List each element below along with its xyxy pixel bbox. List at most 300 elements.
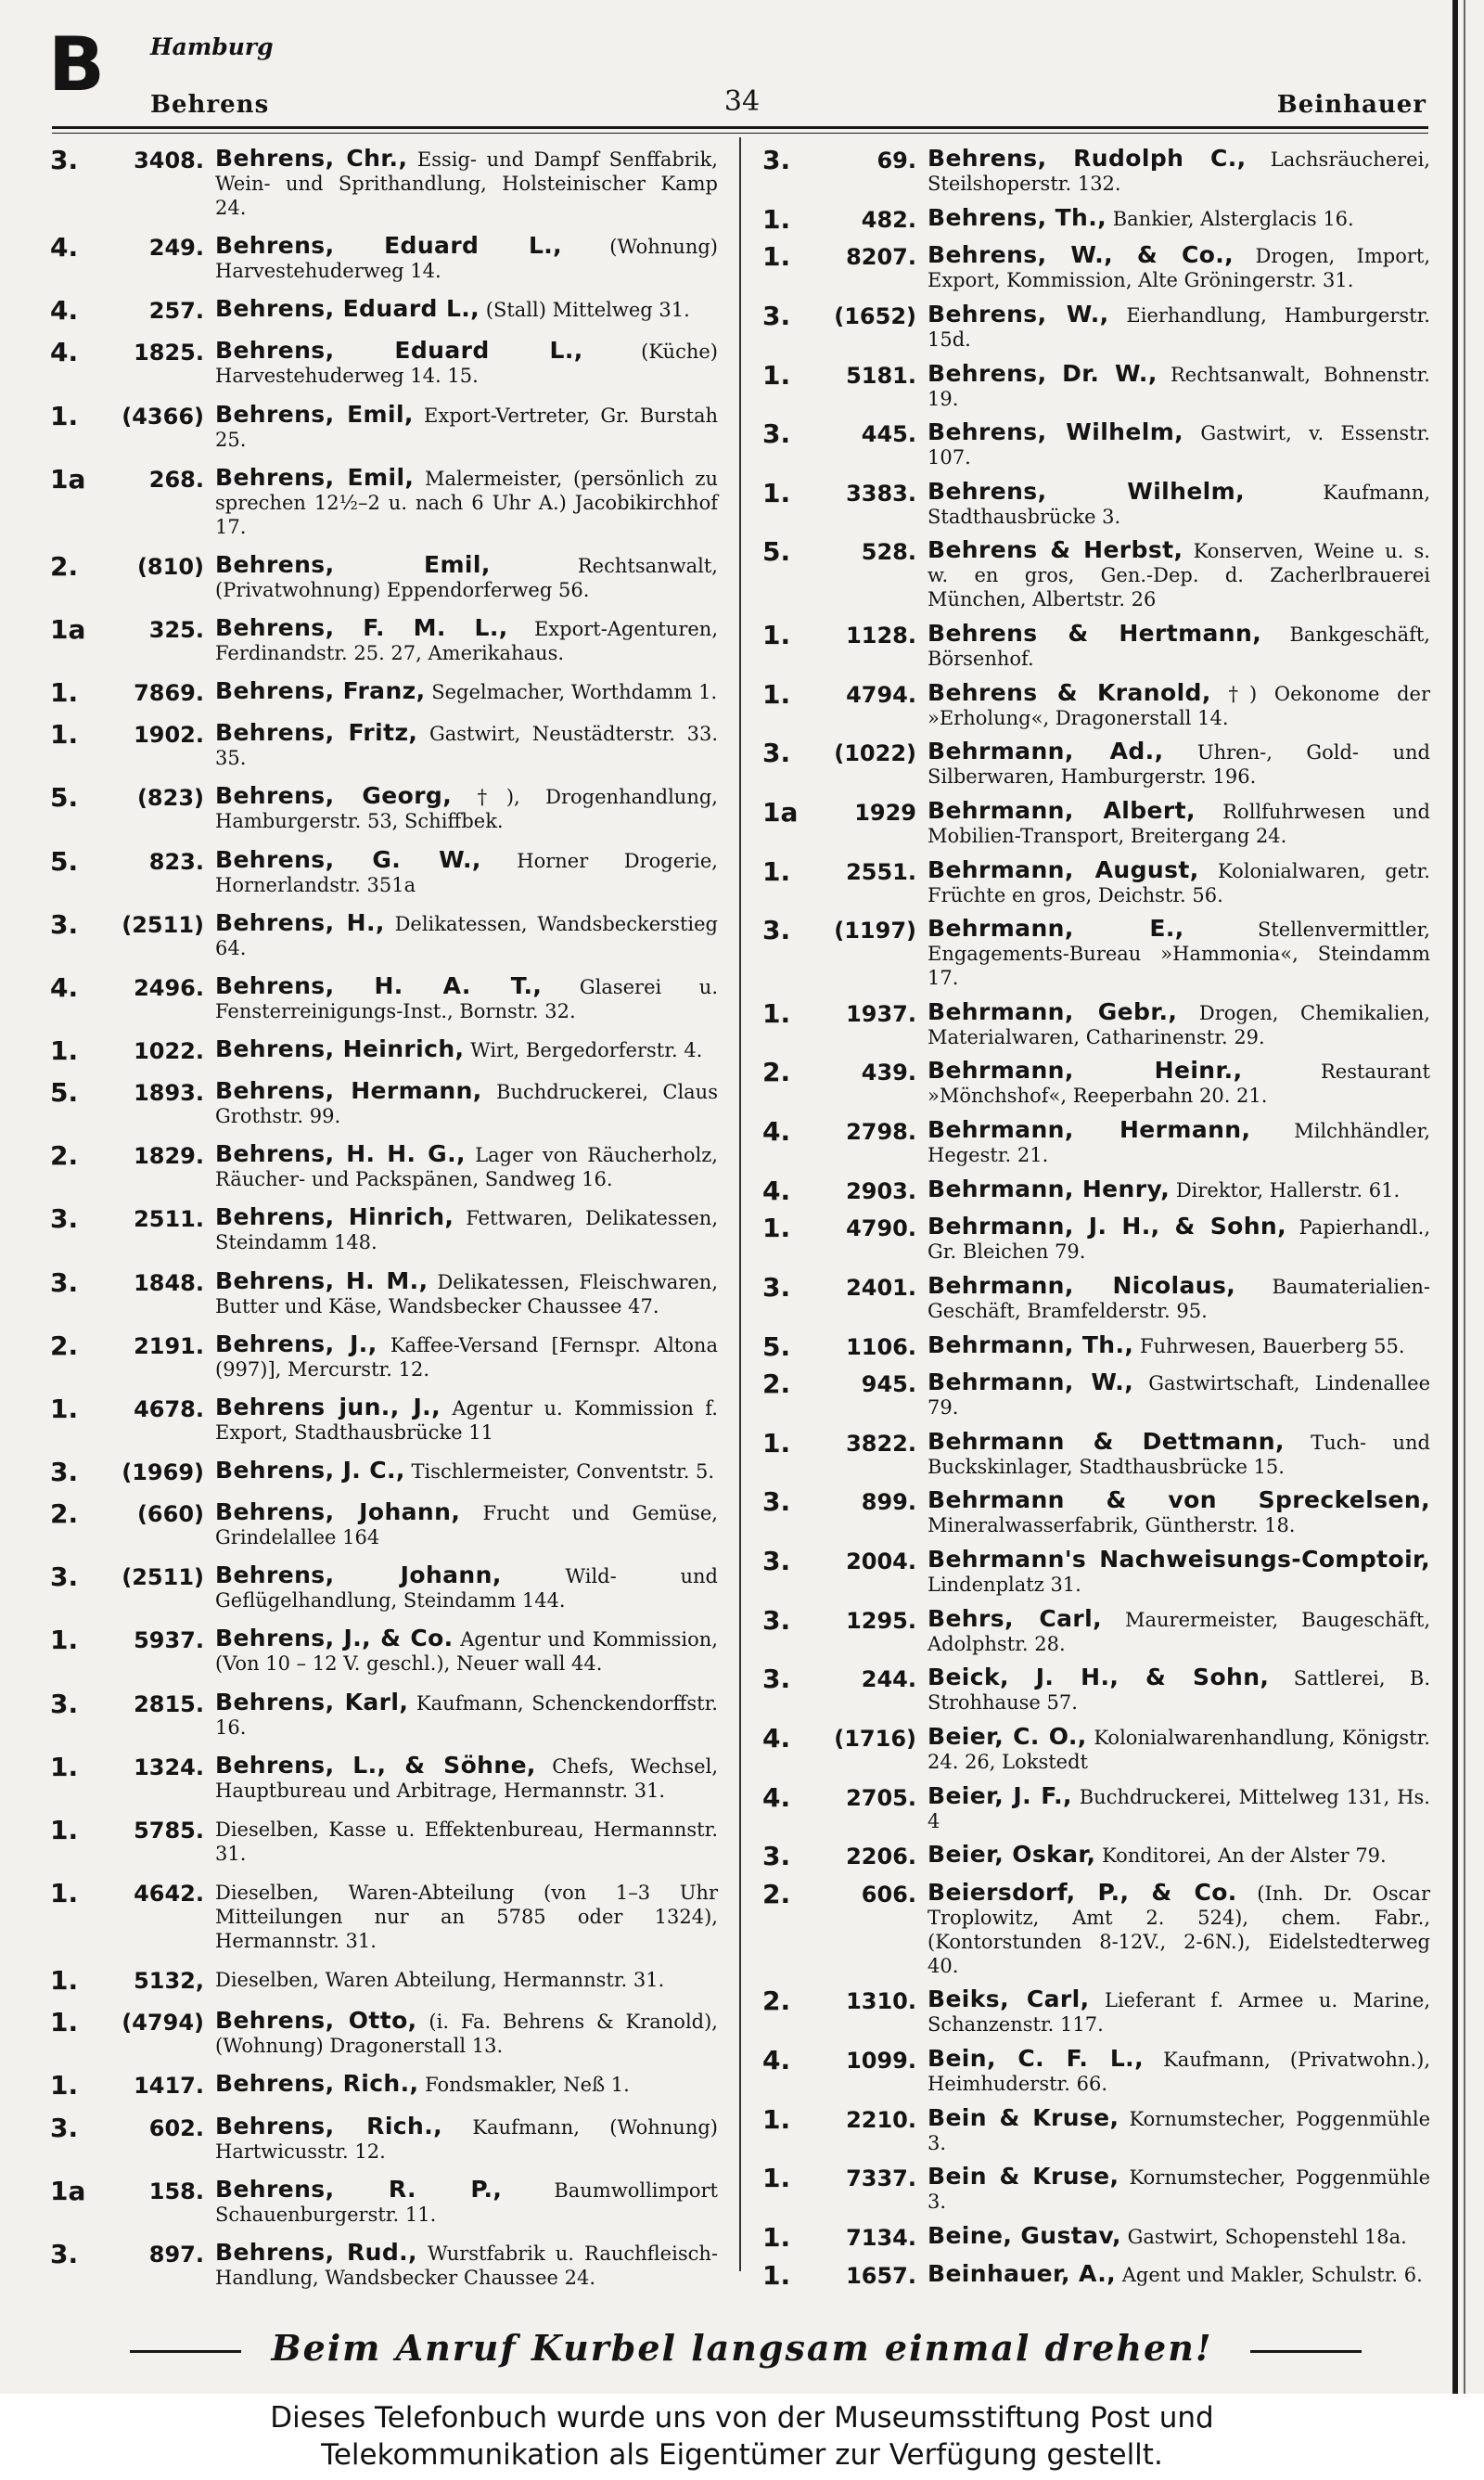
subscriber-name: Behrens, Eduard L., [215,295,480,323]
entry-details: Kornumstecher, Poggenmühle 3. [928,2166,1430,2214]
exchange-code: 1. [762,1213,791,1244]
exchange-code: 3. [762,1664,791,1695]
subscriber-name: Behrens, H. A. T., [215,971,543,999]
phone-number: 7869. [134,680,204,707]
exchange-code: 4. [762,1781,791,1813]
exchange-code: 3. [762,738,791,769]
entry-body [215,147,718,220]
exchange-code: 1. [762,2259,791,2291]
entry-details: Wirt, Bergedorferstr. 4. [470,1038,703,1061]
entry-body [928,1604,1430,1656]
subscriber-name: Behrens, Heinrich, [215,1034,465,1062]
entry-details: Milchhändler, Hegestr. 21. [928,1120,1430,1166]
exchange-code: 4. [762,1722,791,1754]
subscriber-name: Behrmann, Nicolaus, [928,1271,1236,1299]
entry-body [928,1330,1430,1358]
directory-entry [762,2165,1430,2214]
subscriber-name: Behrens, H. H. G., [215,1140,466,1168]
entry-body [928,1548,1430,1597]
phone-number: 1825. [134,340,204,366]
subscriber-name: Behrens, F. M. L., [215,613,508,641]
subscriber-name: Beier, J. F., [928,1781,1072,1809]
entry-body [215,1332,718,1381]
entry-body [215,1266,718,1318]
phone-number: 7134. [846,2224,916,2251]
entry-details: Sattlerei, B. Strohhause 57. [928,1667,1431,1715]
entry-body [215,234,718,283]
subscriber-name: Bein, C. F. L., [928,2045,1144,2072]
phone-number: 439. [861,1060,916,1086]
entry-body [215,2175,718,2227]
entry-details: Chefs, Wechsel, Hauptbureau und Arbitrage, Hermannstr. 31. [215,1754,718,1802]
entry-body [928,243,1430,292]
exchange-code: 3. [762,1271,791,1303]
exchange-code: 5. [50,845,79,877]
subscriber-name: Behrens, J. C., [215,1456,405,1484]
entry-body [215,297,718,322]
subscriber-name: Behrmann, Hermann, [928,1116,1251,1143]
directory-entry [762,1370,1430,1420]
exchange-code: 1. [762,359,791,391]
entry-details: Segelmacher, Worthdamm 1. [431,681,718,704]
directory-entry [762,1330,1430,1362]
entry-body [928,1118,1430,1167]
entry-body [928,1214,1430,1264]
entry-body [928,1427,1430,1479]
subscriber-name: Behrens, Fritz, [215,719,418,747]
phone-number: 1937. [846,1000,916,1027]
left-column [50,147,718,2290]
entry-body [215,613,718,665]
subscriber-name: Behrmann, E., [928,915,1184,943]
directory-entry [762,1488,1430,1537]
phone-number: 2496. [134,974,204,1001]
subscriber-name: Bein & Kruse, [928,2163,1119,2191]
entry-body [928,678,1430,730]
subscriber-name: Behrmann & Dettmann, [928,1427,1285,1455]
subscriber-name: Behrmann, Th., [928,1330,1134,1358]
exchange-code: 4. [50,295,79,327]
entry-details: Papierhandl., Gr. Bleichen 79. [928,1216,1430,1264]
exchange-code: 3. [50,145,79,175]
exchange-code: 1. [762,477,791,508]
entry-body [928,917,1430,990]
subscriber-name: Behrens, Emil, [215,400,414,428]
subscriber-name: Bein & Kruse, [928,2103,1119,2131]
entry-body [928,855,1430,907]
entry-details: Kaufmann, Schenckendorffstr. 16. [215,1691,718,1739]
phone-number: 2511. [134,1206,204,1233]
subscriber-name: Behrmann, Heinr., [928,1057,1243,1085]
subscriber-name: Behrens & Herbst, [928,536,1183,564]
entry-details: Drogen, Chemikalien, Materialwaren, Catharinenstr. 29. [928,1001,1430,1048]
directory-entry [50,400,718,452]
phone-number: 3822. [846,1430,916,1457]
directory-entry [50,339,718,388]
entry-details: Dieselben, Waren Abteilung, Hermannstr. 31. [215,1969,665,1992]
directory-entry [50,147,718,220]
subscriber-name: Behrens, Johann, [215,1498,461,1526]
entry-body [928,2221,1430,2249]
directory-entry [50,1034,718,1066]
entry-details: Kaufmann, Stadthausbrücke 3. [928,481,1430,528]
directory-entry [50,845,718,897]
entry-details: Eierhandlung, Hamburgerstr. 15d. [928,303,1430,351]
exchange-code: 1. [762,241,791,273]
phone-number: 1022. [134,1037,204,1064]
directory-entry [50,2238,718,2290]
entry-body [215,1751,718,1803]
subscriber-name: Beine, Gustav, [928,2221,1121,2249]
subscriber-name: Behrens, Eduard L., [215,337,583,365]
phone-number: (660) [136,1501,204,1528]
phone-number: 823. [148,848,204,875]
subscriber-name: Beinhauer, A., [928,2259,1117,2287]
phone-number: 1106. [846,1333,916,1360]
entry-details: Rollfuhrwesen und Mobilien-Transport, Breitergang 24. [928,800,1430,847]
directory-entry [762,1604,1430,1656]
phone-number: 606. [861,1881,916,1908]
directory-entry [762,1665,1430,1715]
phone-number: 1829. [134,1143,204,1170]
entry-body [928,1665,1430,1715]
subscriber-name: Behrs, Carl, [928,1604,1102,1632]
exchange-code: 1. [762,2103,791,2135]
entry-details: Agent und Makler, Schulstr. 6. [1121,2263,1423,2286]
entry-details: Lager von Räucherholz, Räucher- und Packspänen, Sandweg 16. [215,1144,718,1191]
directory-entry [50,2175,718,2227]
entry-details: Buchdruckerei, Claus Grothstr. 99. [215,1081,718,1128]
entry-details: Fuhrwesen, Bauerberg 55. [1140,1334,1405,1357]
exchange-code: 3. [50,1203,79,1235]
subscriber-name: Behrens, W., & Co., [928,241,1235,269]
directory-entry [50,550,718,602]
header-rule-thin [52,133,1428,134]
directory-entry [50,721,718,770]
subscriber-name: Behrens, Emil, [215,550,491,578]
subscriber-name: Beick, J. H., & Sohn, [928,1664,1270,1691]
entry-details: Frucht und Gemüse, Grindelallee 164 [215,1502,718,1549]
exchange-code: 4. [762,2045,791,2075]
exchange-code: 2. [50,1498,79,1530]
subscriber-name: Behrmann, Henry, [928,1175,1171,1202]
subscriber-name: Behrens, Franz, [215,677,426,705]
exchange-code: 1. [762,997,791,1029]
directory-entry [762,203,1430,235]
entry-body [215,2238,718,2290]
directory-entry [762,538,1430,611]
entry-details: Kolonialwarenhandlung, Königstr. 24. 26, Lokstedt [928,1726,1430,1773]
phone-number: 1657. [846,2262,916,2289]
header-rule [52,126,1428,129]
entry-details: Konditorei, An der Alster 79. [1102,1844,1387,1868]
entry-body [215,1395,718,1445]
directory-entry [762,477,1430,529]
subscriber-name: Behrens, Otto, [215,2007,417,2035]
exchange-code: 1. [762,678,791,710]
entry-details: Konserven, Weine u. s. w. en gros, Gen.-Dep. d. Zacherlbrauerei München, Albertstr. 26 [928,540,1430,611]
phone-number: 528. [861,539,916,566]
entry-body [928,359,1430,411]
ownership-notice [0,2399,1484,2474]
phone-number: 5937. [134,1627,204,1654]
exchange-code: 1. [762,855,791,887]
exchange-code: 1. [50,2070,79,2101]
entry-details: Wurstfabrik u. Rauchfleisch-Handlung, Wandsbecker Chaussee 24. [215,2242,718,2289]
directory-entry [50,613,718,665]
exchange-code: 1. [50,719,79,751]
entry-body [928,1271,1430,1323]
subscriber-name: Behrens, Rudolph C., [928,145,1247,172]
entry-details: Malermeister, (persönlich zu sprechen 12½–2 u. nach 6 Uhr A.) Jacobikirchhof 17. [215,467,718,538]
directory-entry [50,1626,718,1676]
phone-number: 7337. [846,2165,916,2192]
directory-entry [762,1878,1430,1978]
subscriber-name: Behrmann & von Spreckelsen, [928,1486,1430,1514]
entry-body [215,1079,718,1128]
entry-details: Horner Drogerie, Hornerlandstr. 351a [215,849,718,896]
directory-entry [762,1177,1430,1205]
phone-number: 2210. [846,2106,916,2133]
entry-body [215,1034,718,1062]
entry-body [215,908,718,960]
directory-entry [762,1781,1430,1833]
exchange-code: 3. [50,908,79,940]
entry-details: Rechtsanwalt, Bohnenstr. 19. [928,363,1430,410]
phone-number: (1197) [834,918,916,944]
exchange-code: 3. [762,1546,791,1576]
exchange-code: 1. [50,1877,79,1908]
directory-entry [762,622,1430,671]
entry-body [928,997,1430,1049]
range-end-heading: Beinhauer [1276,91,1426,119]
subscriber-name: Behrens, W., [928,300,1109,328]
directory-entry [50,908,718,960]
phone-number: 4642. [134,1880,204,1907]
entry-details: Dieselben, Waren-Abteilung (von 1–3 Uhr Mitteilungen nur an 5785 oder 1324), Hermannstr. 31. [215,1881,718,1952]
entry-body [928,2259,1430,2287]
subscriber-name: Behrens, Rich., [215,2070,419,2098]
subscriber-name: Behrens, H. M., [215,1266,429,1294]
phone-number: 1128. [846,623,916,649]
phone-number: 2903. [846,1177,916,1204]
entry-details: Kaufmann, (Privatwohn.), Heimhuderstr. 66. [928,2049,1431,2095]
phone-number: 1310. [846,1988,916,2015]
entry-details: Kaffee-Versand [Fernspr. Altona (997)], Mercurstr. 12. [215,1333,718,1381]
directory-entry [50,2009,718,2058]
entry-details: Drogen, Import, Export, Kommission, Alte Gröningerstr. 31. [928,245,1430,292]
exchange-code: 4. [50,337,79,368]
entry-details: Wild- und Geflügelhandlung, Steindamm 144. [215,1565,718,1613]
entry-body [928,1878,1430,1978]
exchange-code: 1. [50,1751,79,1782]
subscriber-name: Behrens, Karl, [215,1688,409,1715]
entry-details: Uhren-, Gold- und Silberwaren, Hamburgerstr. 196. [928,741,1430,789]
entry-details: Baumaterialien-Geschäft, Bramfelderstr. 95. [928,1275,1430,1322]
directory-entry [762,1214,1430,1264]
page-number: 34 [723,85,761,118]
entry-body [215,550,718,602]
directory-entry [762,997,1430,1049]
entry-details: Kolonialwaren, getr. Früchte en gros, Deichstr. 56. [928,859,1430,906]
subscriber-name: Behrens, Rich., [215,2112,443,2139]
directory-entry [50,297,718,325]
entry-details: (Stall) Mittelweg 31. [485,299,690,322]
directory-entry [762,1271,1430,1323]
entry-details: Fettwaren, Delikatessen, Steindamm 148. [215,1207,718,1254]
exchange-code: 5. [50,782,79,814]
right-column [762,147,1430,2290]
entry-body [928,203,1430,231]
subscriber-name: Behrens, Wilhelm, [928,477,1245,505]
subscriber-name: Behrens, Chr., [215,145,408,172]
exchange-code: 4. [762,1175,791,1206]
directory-entry [762,1843,1430,1870]
phone-number: (2511) [122,911,204,938]
phone-number: 69. [876,148,916,173]
subscriber-name: Behrens, Rud., [215,2238,417,2266]
phone-number: 4794. [846,681,916,708]
entry-body [928,1370,1430,1420]
exchange-code: 4. [762,1116,791,1147]
exchange-code: 1. [50,1965,79,1997]
exchange-code: 2. [50,1140,79,1172]
phone-number: 945. [861,1371,916,1398]
directory-entry [50,1814,718,1866]
directory-entry [762,1987,1430,2037]
entry-body [215,2072,718,2097]
entry-details: (i. Fa. Behrens & Kranold), (Wohnung) Dragonerstall 13. [215,2011,718,2058]
exchange-code: 1. [762,2221,791,2253]
subscriber-name: Behrens jun., J., [215,1393,441,1420]
phone-number: 158. [148,2178,204,2204]
exchange-code: 5. [50,1077,79,1109]
directory-entry [50,1458,718,1486]
subscriber-name: Beiersdorf, P., & Co. [928,1878,1237,1906]
directory-entry [50,1500,718,1549]
entry-body [215,463,718,539]
entry-details: Restaurant »Mönchshof«, Reeperbahn 20. 21. [928,1060,1430,1108]
subscriber-name: Behrmann, Ad., [928,738,1164,765]
exchange-code: 4. [50,971,79,1003]
phone-number: 1848. [134,1269,204,1296]
entry-body [215,1967,718,1992]
subscriber-name: Behrens, Th., [928,203,1107,231]
exchange-code: 4. [50,232,79,263]
subscriber-name: Behrens, G. W., [215,845,481,873]
subscriber-name: Beier, C. O., [928,1722,1087,1750]
exchange-code: 3. [762,1486,791,1518]
entry-details: Gastwirt, v. Essenstr. 107. [928,422,1430,469]
entry-body [928,739,1430,789]
subscriber-name: Behrens, L., & Söhne, [215,1751,536,1779]
exchange-code: 3. [50,1688,79,1719]
exchange-code: 1. [50,2007,79,2038]
directory-entry [762,1118,1430,1167]
entry-body [928,538,1430,611]
exchange-code: 3. [762,1604,791,1636]
exchange-code: 1. [762,2163,791,2194]
phone-number: 1417. [134,2073,204,2100]
phone-number: 2551. [846,858,916,885]
phone-number: (1022) [834,740,916,767]
entry-body [215,1817,718,1866]
exchange-code: 1a [50,2175,86,2206]
directory-entry [50,463,718,539]
directory-entry [762,2259,1430,2291]
entry-details: Tuch- und Buckskinlager, Stadthausbrücke 15. [928,1431,1430,1478]
entry-details: Essig- und Dampf Senffabrik, Wein- und Sprithandlung, Holsteinischer Kamp 24. [215,148,718,219]
notice-line-1: Dieses Telefonbuch wurde uns von der Museumsstiftung Post und [270,2401,1214,2435]
entry-details: Lieferant f. Armee u. Marine, Schanzenstr. 117. [928,1989,1430,2037]
entry-details: Stellenvermittler, Engagements-Bureau »Hammonia«, Steindamm 17. [928,919,1430,990]
subscriber-name: Behrens, Emil, [215,463,415,491]
entry-body [215,845,718,897]
directory-entry [50,1395,718,1445]
entry-body [928,1177,1430,1202]
exchange-code: 2. [50,550,79,582]
directory-entry [762,855,1430,907]
directory-entry [762,1548,1430,1597]
entry-details: Bankier, Alsterglacis 16. [1112,207,1354,230]
phone-number: 1893. [134,1080,204,1107]
directory-entry [50,1751,718,1803]
column-divider [739,137,741,2271]
entry-details: (Wohnung) Harvestehuderweg 14. [215,236,718,283]
phone-number: 897. [148,2241,204,2268]
directory-entry [762,1427,1430,1479]
subscriber-name: Beiks, Carl, [928,1985,1090,2013]
entry-details: Gastwirt, Neustädterstr. 33. 35. [215,723,718,770]
exchange-code: 1a [762,796,799,828]
phone-number: 3408. [134,148,204,173]
subscriber-name: Behrens, Hinrich, [215,1203,454,1231]
entry-details: Fondsmakler, Neß 1. [425,2074,630,2097]
notice-line-2: Telekommunikation als Eigentümer zur Verfügung gestellt. [321,2438,1163,2472]
exchange-code: 3. [50,2112,79,2143]
directory-entry [50,2072,718,2100]
entry-body [215,679,718,704]
subscriber-name: Behrens, H., [215,908,385,936]
exchange-code: 1. [50,1393,79,1424]
entry-details: Direktor, Hallerstr. 61. [1175,1178,1401,1201]
phone-number: 325. [148,616,204,643]
entry-body [928,2165,1430,2214]
entry-body [215,1626,718,1676]
entry-body [928,1059,1430,1108]
subscriber-name: Behrens, R. P., [215,2175,503,2203]
entry-details: Baumwollimport Schauenburgerstr. 11. [215,2178,718,2226]
exchange-code: 1a [50,613,86,645]
entry-body [215,1563,718,1613]
phone-number: 257. [148,298,204,325]
directory-entry [50,784,718,833]
entry-details: Agentur und Kommission, (Von 10 – 12 V. geschl.), Neuer wall 44. [215,1628,718,1676]
subscriber-name: Behrens, Dr. W., [928,359,1158,387]
entry-body [928,622,1430,671]
entry-details: (Inh. Dr. Oscar Troplowitz, Amt 2. 524), chem. Fabr., (Kontorstunden 8-12V., 2-6N.), Eidelstedterweg 40. [928,1882,1430,1977]
directory-entry [50,971,718,1023]
entry-body [215,784,718,833]
entry-body [928,147,1430,196]
phone-number: 2206. [846,1844,916,1870]
subscriber-name: Behrens, Wilhelm, [928,418,1184,446]
entry-details: Gastwirt, Schopenstehl 18a. [1127,2225,1407,2248]
subscriber-name: Behrens, Johann, [215,1561,502,1589]
directory-entry [762,302,1430,352]
entry-details: †), Drogenhandlung, Hamburgerstr. 53, Schiffbek. [215,786,718,833]
phone-number: 268. [148,466,204,493]
